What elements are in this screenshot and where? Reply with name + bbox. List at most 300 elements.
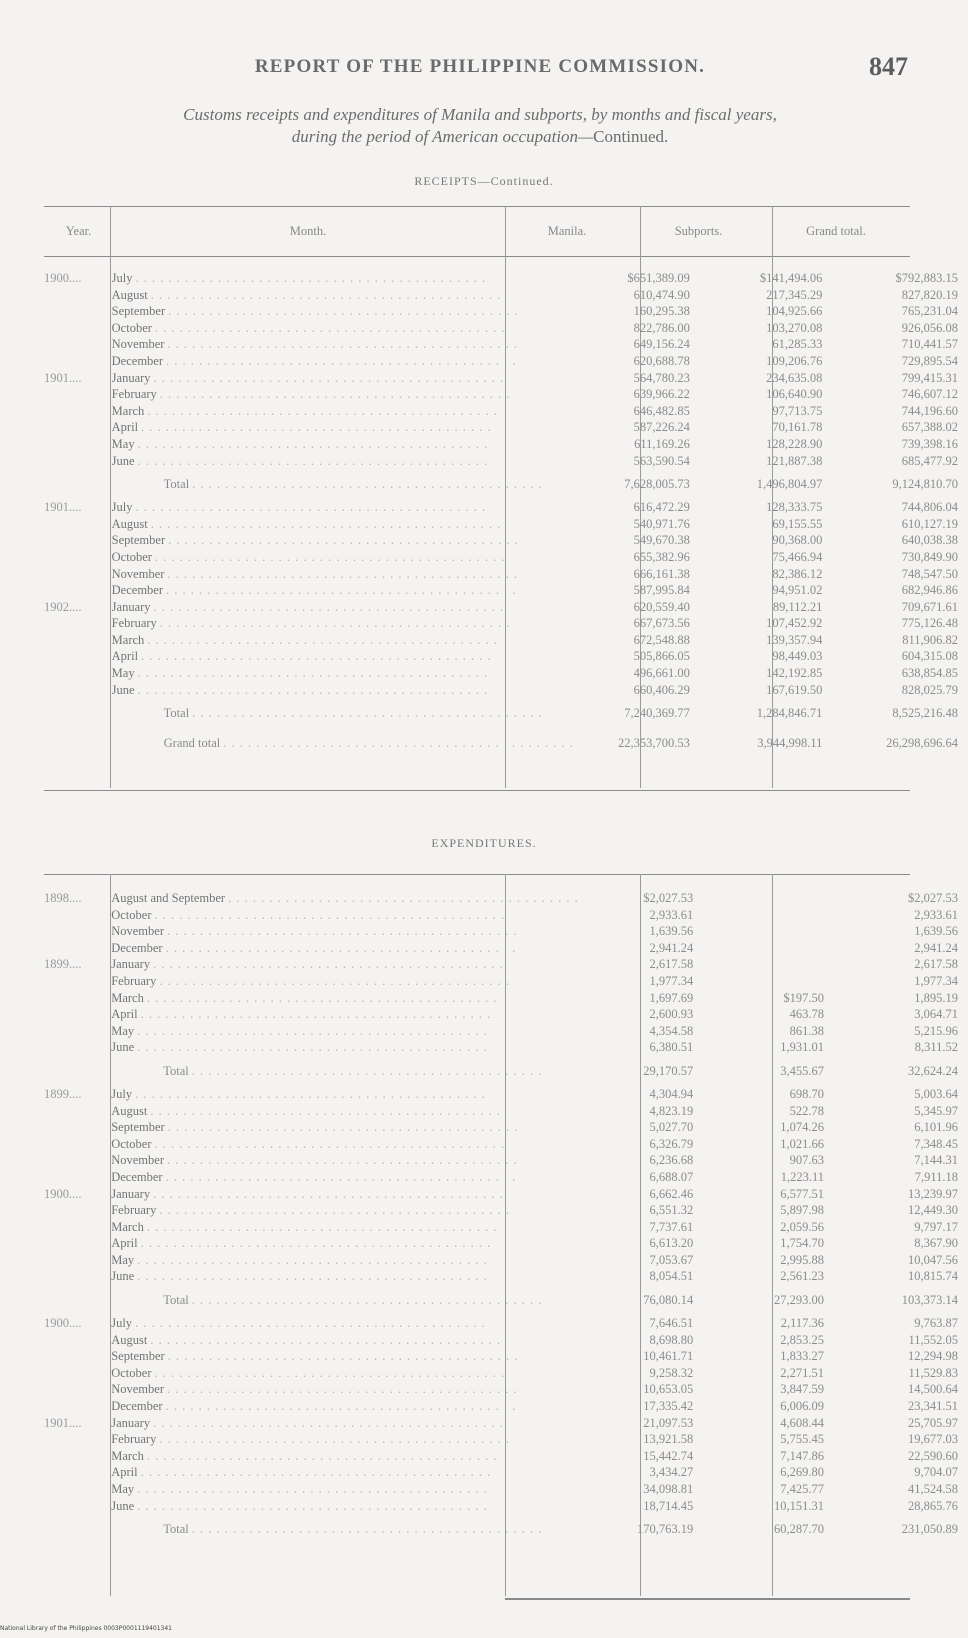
- leader-dots: . . . . . . . . . . . . . . . . . . . . . . . . . . . . . . . . . . . . . . . . . . .: [168, 304, 519, 319]
- leader-dots: . . . . . . . . . . . . . . . . . . . . . . . . . . . . . . . . . . . . . . . . . . .: [154, 549, 506, 564]
- year-cell: [44, 532, 112, 549]
- manila-cell: 1,977.34: [649, 973, 694, 988]
- leader-dots: . . . . . . . . . . . . . . . . . . . . . . . . . . . . . . . . . . . . . . . . . . .: [154, 320, 506, 335]
- grand-total-total: 8,525,216.48: [892, 706, 958, 721]
- subports-cell: 128,228.90: [766, 436, 823, 451]
- month-cell: [112, 403, 574, 420]
- year-cell: [44, 436, 112, 453]
- grand-total-cell: 1,895.19: [914, 990, 958, 1005]
- month-cell-label: November: [111, 1382, 167, 1396]
- year-cell: [44, 1398, 111, 1415]
- total-label: [111, 1514, 579, 1544]
- subports-cell: 2,117.36: [780, 1316, 825, 1331]
- year-cell: [44, 386, 112, 403]
- manila-cell: 34,098.81: [643, 1482, 694, 1496]
- subports-cell: 61,285.33: [772, 337, 823, 352]
- year-cell: [44, 453, 112, 470]
- table-row: [44, 1498, 968, 1515]
- month-cell-label: March: [112, 633, 148, 647]
- month-cell: [111, 1448, 579, 1465]
- total-label: [112, 469, 574, 499]
- grand-total-cell: 748,547.50: [901, 566, 958, 581]
- month-cell: [112, 582, 574, 599]
- grand-total-cell: 775,126.48: [901, 616, 958, 631]
- receipts-end-rule: [44, 790, 910, 791]
- total-row: [44, 1056, 968, 1086]
- grand-total-cell: 23,341.51: [908, 1399, 958, 1414]
- total-label-label: Total: [164, 706, 193, 720]
- total-row: [44, 1285, 968, 1315]
- table-row: [44, 549, 968, 566]
- month-cell: [111, 1039, 579, 1056]
- month-cell: [111, 956, 579, 973]
- table-row: [44, 907, 968, 924]
- month-cell: [112, 436, 574, 453]
- total-label-label: Total: [163, 1293, 192, 1307]
- year-cell: 1899....: [44, 1086, 82, 1101]
- grand-total-cell: 811,906.82: [902, 632, 958, 647]
- month-cell: [111, 1086, 579, 1103]
- month-cell: [112, 682, 574, 699]
- leader-dots: . . . . . . . . . . . . . . . . . . . . . . . . . . . . . . . . . . . . . . . . . . .: [191, 1293, 543, 1308]
- month-cell: [111, 1006, 579, 1023]
- grand-total-cell: 638,854.85: [901, 666, 958, 681]
- subports-cell: 2,561.23: [780, 1269, 825, 1284]
- month-cell: [111, 1202, 579, 1219]
- table-row: [44, 386, 968, 403]
- subports-cell: 1,021.66: [780, 1136, 825, 1151]
- leader-dots: . . . . . . . . . . . . . . . . . . . . . . . . . . . . . . . . . . . . . . . . . . .: [153, 1415, 504, 1430]
- total-label: [111, 1056, 579, 1086]
- manila-cell: 6,551.32: [649, 1203, 694, 1218]
- month-cell-label: August: [111, 1333, 150, 1347]
- subports-cell: 70,161.78: [772, 420, 823, 435]
- manila-cell: 639,966.22: [633, 387, 690, 402]
- subports-cell: 2,059.56: [780, 1219, 825, 1234]
- year-cell: [44, 582, 112, 599]
- leader-dots: . . . . . . . . . . . . . . . . . . . . . . . . . . . . . . . . . . . . . . . . . . .: [153, 1186, 504, 1201]
- total-label-label: Total: [164, 477, 193, 491]
- manila-cell: 563,590.54: [633, 453, 690, 468]
- month-cell: [111, 1315, 579, 1332]
- table-row: [44, 1169, 968, 1186]
- month-cell-label: September: [111, 1349, 167, 1363]
- table-row: [44, 419, 968, 436]
- total-row: [44, 698, 968, 728]
- subports-cell: 82,386.12: [772, 566, 823, 581]
- month-cell-label: July: [112, 500, 136, 514]
- manila-cell: 2,600.93: [649, 1007, 694, 1022]
- total-label-label: Total: [163, 1522, 192, 1536]
- month-cell-label: November: [112, 337, 168, 351]
- month-cell: [111, 1252, 579, 1269]
- leader-dots: . . . . . . . . . . . . . . . . . . . . . . . . . . . . . . . . . . . . . . . . . . .: [191, 1522, 543, 1537]
- table-row: [44, 499, 968, 516]
- grand-total-cell: $792,883.15: [895, 271, 958, 285]
- year-cell: [44, 940, 111, 957]
- month-cell-label: July: [111, 1316, 135, 1330]
- year-cell: [44, 682, 112, 699]
- subports-cell: 907.63: [789, 1153, 825, 1168]
- manila-cell: 666,161.38: [633, 566, 690, 581]
- month-cell-label: December: [111, 1170, 165, 1184]
- table-row: [44, 287, 968, 304]
- month-cell: [112, 516, 574, 533]
- month-cell: [112, 615, 574, 632]
- month-cell: [111, 1023, 579, 1040]
- subports-cell: 97,713.75: [772, 403, 823, 418]
- manila-total: 170,763.19: [636, 1522, 694, 1537]
- table-row: [44, 353, 968, 370]
- month-cell: [111, 1464, 579, 1481]
- year-cell: [44, 698, 112, 728]
- grand-total-total: 9,124,810.70: [892, 477, 958, 492]
- year-cell: [44, 419, 112, 436]
- grand-total-cell: 657,388.02: [901, 420, 958, 435]
- month-cell-label: November: [111, 924, 167, 938]
- subports-cell: 463.78: [789, 1007, 825, 1022]
- table-row: [44, 1381, 968, 1398]
- leader-dots: . . . . . . . . . . . . . . . . . . . . . . . . . . . . . . . . . . . . . . . . . . .: [159, 1432, 510, 1447]
- leader-dots: . . . . . . . . . . . . . . . . . . . . . . . . . . . . . . . . . . . . . . . . . . .: [141, 420, 492, 435]
- month-cell: [112, 386, 574, 403]
- year-cell: [44, 1448, 111, 1465]
- month-cell-label: September: [111, 1120, 167, 1134]
- month-cell: [111, 1348, 579, 1365]
- month-cell: [111, 1332, 579, 1349]
- year-cell: [44, 1252, 111, 1269]
- month-cell-label: January: [112, 371, 154, 385]
- month-cell-label: December: [112, 354, 166, 368]
- grand-total-cell: 710,441.57: [901, 337, 958, 352]
- leader-dots: . . . . . . . . . . . . . . . . . . . . . . . . . . . . . . . . . . . . . . . . . . .: [150, 1103, 501, 1118]
- subports-cell: 69,155.55: [772, 516, 823, 531]
- grand-total-cell: 828,025.79: [901, 682, 958, 697]
- year-cell: [44, 1202, 111, 1219]
- month-cell-label: June: [111, 1269, 137, 1283]
- month-cell: [111, 1365, 579, 1382]
- table-row: [44, 923, 968, 940]
- month-cell-label: November: [112, 567, 168, 581]
- month-cell: [112, 370, 574, 387]
- table-row: [44, 436, 968, 453]
- subports-cell: 98,449.03: [772, 649, 823, 664]
- manila-cell: 9,258.32: [649, 1365, 694, 1380]
- manila-cell: 564,780.23: [633, 370, 690, 385]
- leader-dots: . . . . . . . . . . . . . . . . . . . . . . . . . . . . . . . . . . . . . . . . . . .: [150, 287, 502, 302]
- subports-cell: 90,368.00: [772, 533, 823, 548]
- table-row: [44, 1086, 968, 1103]
- table-row: [44, 1152, 968, 1169]
- month-cell-label: May: [112, 666, 138, 680]
- month-cell: [112, 549, 574, 566]
- year-cell: [44, 1481, 111, 1498]
- manila-cell: 540,971.76: [633, 516, 690, 531]
- manila-cell: 6,326.79: [649, 1136, 694, 1151]
- month-cell: [111, 890, 579, 907]
- leader-dots: . . . . . . . . . . . . . . . . . . . . . . . . . . . . . . . . . . . . . . . . . . .: [146, 990, 498, 1005]
- year-cell: [44, 1023, 111, 1040]
- table-row: [44, 1415, 968, 1432]
- grand-total-cell: 28,865.76: [908, 1498, 958, 1513]
- table-row: [44, 566, 968, 583]
- month-cell: [111, 1119, 579, 1136]
- grand-total-cell: $2,027.53: [908, 891, 958, 905]
- year-cell: [44, 1056, 111, 1086]
- year-cell: [44, 907, 111, 924]
- subports-cell: 167,619.50: [766, 682, 823, 697]
- subports-cell: 103,270.08: [766, 320, 823, 335]
- leader-dots: . . . . . . . . . . . . . . . . . . . . . . . . . . . . . . . . . . . . . . . . . . .: [166, 1382, 518, 1397]
- subports-cell: 1,223.11: [780, 1169, 825, 1184]
- leader-dots: . . . . . . . . . . . . . . . . . . . . . . . . . . . . . . . . . . . . . . . . . . .: [146, 1219, 498, 1234]
- grand-total-cell: 2,941.24: [914, 940, 958, 955]
- month-cell-label: January: [111, 957, 153, 971]
- subports-cell: 1,833.27: [780, 1349, 825, 1364]
- table-row: [44, 1023, 968, 1040]
- header-bottom-rule: [44, 256, 910, 257]
- month-cell: [111, 1381, 579, 1398]
- grand-total-cell: 8,367.90: [914, 1236, 958, 1251]
- table-row: [44, 648, 968, 665]
- leader-dots: . . . . . . . . . . . . . . . . . . . . . . . . . . . . . . . . . . . . . . . . . . .: [153, 957, 504, 972]
- month-cell-label: June: [111, 1040, 137, 1054]
- month-cell-label: February: [112, 616, 160, 630]
- year-cell: 1900....: [44, 1186, 82, 1201]
- table-row: [44, 1431, 968, 1448]
- year-cell: [44, 665, 112, 682]
- manila-cell: 2,941.24: [649, 940, 694, 955]
- year-cell: [44, 1464, 111, 1481]
- manila-cell: 7,053.67: [649, 1252, 694, 1267]
- manila-cell: 822,786.00: [633, 320, 690, 335]
- expenditures-top-rule: [44, 874, 910, 875]
- year-cell: [44, 1119, 111, 1136]
- year-cell: [44, 1006, 111, 1023]
- month-cell-label: March: [111, 1220, 147, 1234]
- table-row: [44, 320, 968, 337]
- table-row: [44, 1481, 968, 1498]
- grand-total-cell: 746,607.12: [901, 387, 958, 402]
- year-cell: [44, 1169, 111, 1186]
- month-cell-label: February: [111, 974, 159, 988]
- grand-total-cell: 1,639.56: [914, 924, 958, 939]
- month-cell-label: July: [111, 1087, 135, 1101]
- grand-total-cell: 2,617.58: [914, 957, 958, 972]
- table-row: [44, 532, 968, 549]
- total-label: [112, 698, 574, 728]
- manila-cell: 610,474.90: [633, 287, 690, 302]
- month-cell: [111, 940, 579, 957]
- year-cell: [44, 320, 112, 337]
- year-cell: 1899....: [44, 957, 82, 972]
- column-header-row: [44, 224, 910, 244]
- subports-cell: 75,466.94: [772, 549, 823, 564]
- leader-dots: . . . . . . . . . . . . . . . . . . . . . . . . . . . . . . . . . . . . . . . . . . .: [137, 1252, 488, 1267]
- month-cell: [111, 1169, 579, 1186]
- month-cell-label: January: [111, 1416, 153, 1430]
- leader-dots: . . . . . . . . . . . . . . . . . . . . . . . . . . . . . . . . . . . . . . . . . . .: [192, 706, 543, 721]
- year-cell: 1900....: [44, 271, 82, 285]
- table-row: [44, 1219, 968, 1236]
- manila-total: 7,628,005.73: [624, 477, 690, 492]
- year-cell: [44, 1152, 111, 1169]
- month-cell: [112, 453, 574, 470]
- grand-total-cell: 25,705.97: [908, 1415, 958, 1430]
- leader-dots: . . . . . . . . . . . . . . . . . . . . . . . . . . . . . . . . . . . . . . . . . . .: [140, 1007, 492, 1022]
- manila-cell: 616,472.29: [633, 500, 690, 515]
- year-cell: [44, 1332, 111, 1349]
- grand-total-cell: 12,449.30: [908, 1203, 958, 1218]
- expenditures-end-rule: [505, 1598, 910, 1600]
- month-cell-label: December: [111, 941, 165, 955]
- month-cell: [112, 566, 574, 583]
- leader-dots: . . . . . . . . . . . . . . . . . . . . . . . . . . . . . . . . . . . . . . . . . . .: [165, 1169, 517, 1184]
- manila-cell: $651,389.09: [627, 271, 690, 285]
- month-cell-label: February: [111, 1203, 159, 1217]
- table-row: [44, 370, 968, 387]
- month-cell-label: July: [112, 271, 136, 285]
- grand-total-cell: 709,671.61: [901, 599, 958, 614]
- grand-total-cell: 744,806.04: [901, 500, 958, 515]
- leader-dots: . . . . . . . . . . . . . . . . . . . . . . . . . . . . . . . . . . . . . . . . . . .: [137, 1040, 488, 1055]
- leader-dots: . . . . . . . . . . . . . . . . . . . . . . . . . . . . . . . . . . . . . . . . . . .: [192, 477, 543, 492]
- month-cell: [112, 632, 574, 649]
- table-row: [44, 1348, 968, 1365]
- year-cell: [44, 648, 112, 665]
- subports-cell: [703, 940, 834, 957]
- total-label: [111, 1285, 579, 1315]
- subports-cell: 1,754.70: [780, 1236, 825, 1251]
- grand-total-cell: 926,056.08: [901, 320, 958, 335]
- manila-cell: 587,995.84: [633, 583, 690, 598]
- manila-cell: 1,639.56: [649, 924, 694, 939]
- subports-cell: [703, 973, 834, 990]
- grand-total-cell: 10,047.56: [908, 1252, 958, 1267]
- month-cell: [111, 1186, 579, 1203]
- year-cell: [44, 1431, 111, 1448]
- year-cell: 1902....: [44, 599, 82, 614]
- manila-cell: 7,737.61: [649, 1219, 694, 1234]
- year-cell: [44, 1136, 111, 1153]
- subports-cell: 861.38: [789, 1023, 825, 1038]
- table-row: [44, 665, 968, 682]
- grand-total-cell: 765,231.04: [901, 304, 958, 319]
- header-top-rule: [44, 206, 910, 207]
- year-cell: [44, 1285, 111, 1315]
- subports-total: 1,284,846.71: [756, 706, 823, 721]
- month-cell-label: August and September: [111, 891, 228, 905]
- month-cell: [112, 353, 574, 370]
- leader-dots: . . . . . . . . . . . . . . . . . . . . . . . . . . . . . . . . . . . . . . . . . . .: [150, 1332, 501, 1347]
- month-cell-label: June: [112, 454, 138, 468]
- leader-dots: . . . . . . . . . . . . . . . . . . . . . . . . . . . . . . . . . . . . . . . . . . .: [167, 1349, 519, 1364]
- table-row: [44, 890, 968, 907]
- month-cell-label: February: [111, 1432, 159, 1446]
- subports-cell: $141,494.06: [759, 271, 823, 285]
- leader-dots: . . . . . . . . . . . . . . . . . . . . . . . . . . . . . . . . . . . . . . . . . . .: [159, 616, 511, 631]
- table-row: [44, 1186, 968, 1203]
- column-header-year: Year.: [65, 224, 92, 238]
- leader-dots: . . . . . . . . . . . . . . . . . . . . . . . . . . . . . . . . . . . . . . . . . . .: [146, 1448, 498, 1463]
- subports-total: 27,293.00: [774, 1293, 825, 1308]
- grand-total-cell: 19,677.03: [908, 1432, 958, 1447]
- table-row: [44, 1006, 968, 1023]
- grand-total-cell: 729,895.54: [901, 353, 958, 368]
- month-cell-label: April: [111, 1236, 140, 1250]
- leader-dots: . . . . . . . . . . . . . . . . . . . . . . . . . . . . . . . . . . . . . . . . . . .: [153, 370, 505, 385]
- manila-cell: 660,406.29: [633, 682, 690, 697]
- grand-total-row: [44, 728, 968, 758]
- subports-cell: 2,995.88: [780, 1252, 825, 1267]
- table-row: [44, 990, 968, 1007]
- manila-cell: 10,461.71: [643, 1349, 694, 1364]
- manila-total: 7,240,369.77: [624, 706, 690, 721]
- manila-cell: 7,646.51: [649, 1316, 694, 1331]
- grand-total-label: [112, 728, 574, 758]
- grand-total-cell: 22,590.60: [908, 1448, 958, 1463]
- grand-total-cell: 5,003.64: [914, 1086, 958, 1101]
- month-cell-label: May: [112, 437, 138, 451]
- year-cell: [44, 1514, 111, 1544]
- leader-dots: . . . . . . . . . . . . . . . . . . . . . . . . . . . . . . . . . . . . . . . . . . .: [141, 649, 492, 664]
- leader-dots: . . . . . . . . . . . . . . . . . . . . . . . . . . . . . . . . . . . . . . . . . . .: [137, 666, 489, 681]
- leader-dots: . . . . . . . . . . . . . . . . . . . . . . . . . . . . . . . . . . . . . . . . . . .: [137, 1023, 488, 1038]
- manila-cell: 2,617.58: [649, 957, 694, 972]
- expenditures-section-title: EXPENDITURES.: [431, 836, 537, 850]
- manila-cell: 5,027.70: [649, 1120, 694, 1135]
- column-header-grand-total: Grand total.: [806, 224, 866, 238]
- year-cell: 1901....: [44, 500, 82, 515]
- month-cell: [111, 1398, 579, 1415]
- month-cell-label: April: [111, 1007, 140, 1021]
- table-row: [44, 270, 968, 287]
- year-cell: [44, 566, 112, 583]
- manila-cell: 4,304.94: [649, 1086, 694, 1101]
- month-cell: [111, 1235, 579, 1252]
- subports-cell: 5,897.98: [780, 1203, 825, 1218]
- month-cell: [112, 336, 574, 353]
- month-cell: [111, 1481, 579, 1498]
- leader-dots: . . . . . . . . . . . . . . . . . . . . . . . . . . . . . . . . . . . . . . . . . . .: [159, 387, 511, 402]
- table-row: [44, 336, 968, 353]
- table-row: [44, 632, 968, 649]
- leader-dots: . . . . . . . . . . . . . . . . . . . . . . . . . . . . . . . . . . . . . . . . . . .: [147, 632, 498, 647]
- leader-dots: . . . . . . . . . . . . . . . . . . . . . . . . . . . . . . . . . . . . . . . . . . .: [165, 1399, 517, 1414]
- leader-dots: . . . . . . . . . . . . . . . . . . . . . . . . . . . . . . . . . . . . . . . . . . .: [137, 453, 489, 468]
- year-cell: [44, 469, 112, 499]
- table-row: [44, 582, 968, 599]
- year-cell: 1901....: [44, 1415, 82, 1430]
- manila-total: 29,170.57: [643, 1063, 694, 1078]
- month-cell-label: June: [111, 1499, 137, 1513]
- subports-cell: 522.78: [789, 1103, 825, 1118]
- grand-total-cell: 730,849.90: [901, 549, 958, 564]
- year-cell: [44, 1268, 111, 1285]
- month-cell: [111, 1136, 579, 1153]
- leader-dots: . . . . . . . . . . . . . . . . . . . . . . . . . . . . . . . . . . . . . . . . . . .: [140, 1465, 492, 1480]
- year-cell: [44, 1103, 111, 1120]
- column-header-month: Month.: [289, 224, 327, 238]
- month-cell: [111, 1431, 579, 1448]
- manila-cell: 587,226.24: [633, 420, 690, 435]
- grand-total-cell: 2,933.61: [914, 907, 958, 922]
- subports-total: 60,287.70: [774, 1522, 825, 1537]
- table-row: [44, 303, 968, 320]
- subports-cell: 234,635.08: [766, 370, 823, 385]
- receipts-table: [44, 270, 968, 758]
- subports-cell: 6,577.51: [780, 1186, 825, 1201]
